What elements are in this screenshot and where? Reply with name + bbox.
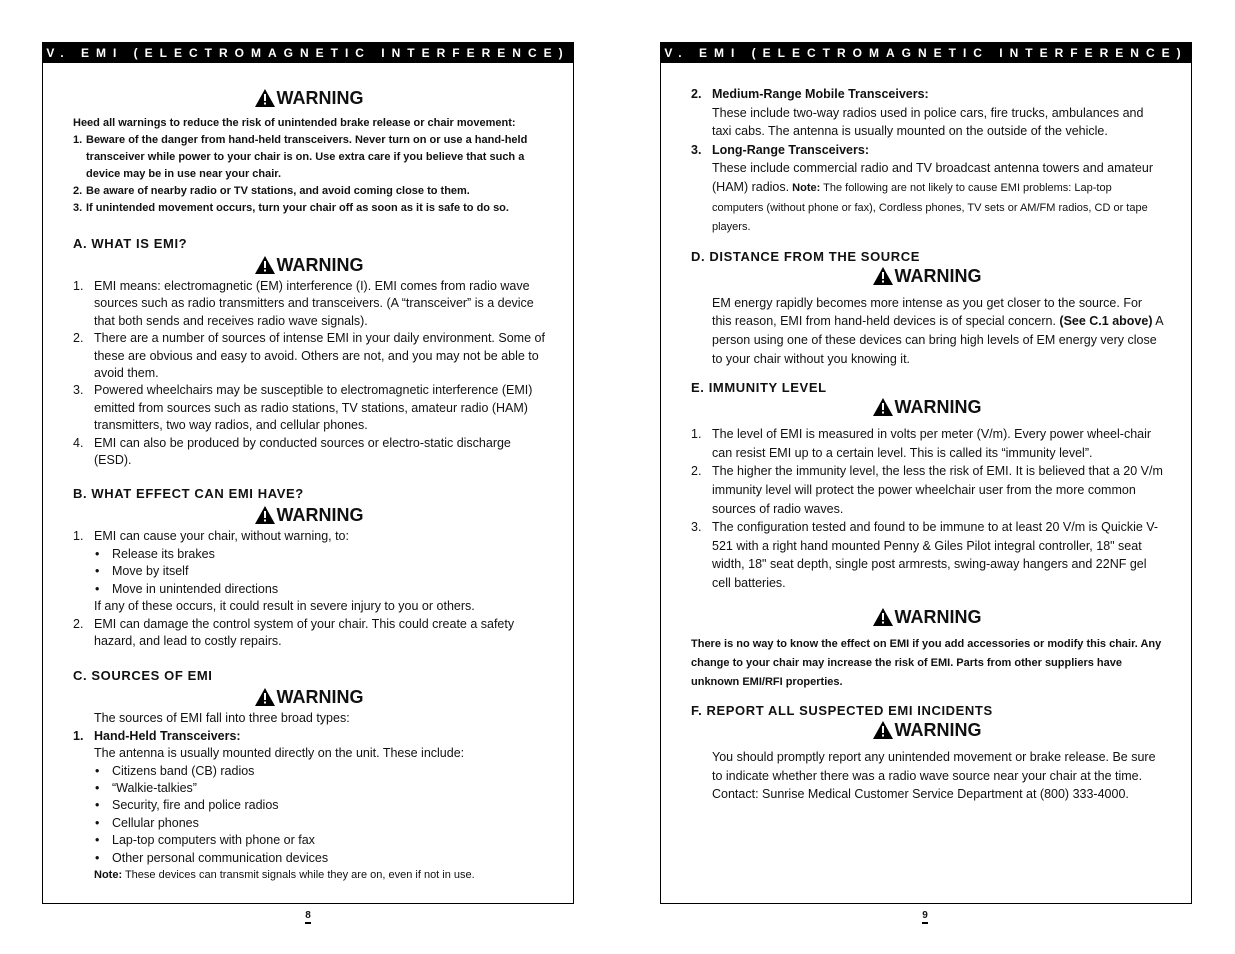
section-title-b: B. WHAT EFFECT CAN EMI HAVE? [73,486,304,502]
paragraph: EM energy rapidly becomes more intense as you get closer to the source. For this reason, EMI from hand-held devices is of special concern. (See C.1 above) A person using one of these devices can bring high levels of EM energy very close to your chair without you knowing it. [712,295,1163,366]
warning-triangle-icon [255,506,275,524]
page-number: 8 [298,910,318,924]
section-header: V. EMI (ELECTROMAGNETIC INTERFERENCE) [43,43,573,63]
accessories-warning: There is no way to know the effect on EMI if you add accessories or modify this chair. Any change to your chair may increase the risk of EMI. Parts from other suppliers have unknown EMI/RFI properties. [691,638,1162,688]
left-page [42,42,574,904]
bullet-item: • Cellular phones [73,815,545,832]
paragraph: The antenna is usually mounted directly on the unit. These include: [94,746,465,761]
warning-heading: WARNING [73,504,545,526]
warning-triangle-icon [873,721,893,739]
paragraph: You should promptly report any unintended movement or brake release. Be sure to indicate whether there was a radio wave source near your chair at the time. [712,750,1156,783]
warning-triangle-icon [873,608,893,626]
bullet-item: • Move in unintended directions [73,581,545,598]
warning-heading: WARNING [691,719,1163,741]
section-title-a: A. WHAT IS EMI? [73,236,188,251]
warning-heading: WARNING [691,606,1163,628]
list-item: 3. Powered wheelchairs may be susceptible to electromagnetic interference (EMI) emitted from sources such as radio stations, TV stations, amateur radio (HAM) transmitters, two way radios, and cellular phones. [73,383,533,433]
list-item: 3. Long-Range Transceivers: [691,142,869,157]
warning-heading: WARNING [73,686,545,708]
bullet-item: • Security, fire and police radios [73,797,545,814]
list-item: 2. Be aware of nearby radio or TV stations, and avoid coming close to them. [73,185,470,197]
list-item: 1. Beware of the danger from hand-held transceivers. Never turn on or use a hand-held transceiver while power to your chair is on. Use extra care if you believe that such a device may be in use near your chair. [73,134,528,180]
warning-heading: WARNING [73,254,545,276]
page-number: 9 [915,910,935,924]
section-title-e: E. IMMUNITY LEVEL [691,380,827,396]
bullet-item: • Other personal communication devices [73,850,545,867]
contact-info: Contact: Sunrise Medical Customer Service Department at (800) 333-4000. [712,787,1129,802]
section-title-c: C. SOURCES OF EMI [73,668,213,684]
bullet-item: • Lap-top computers with phone or fax [73,832,545,849]
list-item: 2. Medium-Range Mobile Transceivers: [691,87,929,101]
list-item: 2. The higher the immunity level, the less the risk of EMI. It is believed that a 20 V/m immunity level will protect the power wheelchair user from the more common sources of radio waves. [691,464,1163,516]
warning-triangle-icon [873,267,893,285]
list-item: 2. EMI can damage the control system of your chair. This could create a safety hazard, and lead to costly repairs. [73,616,515,648]
bullet-item: • Release its brakes [73,546,545,563]
right-page [660,42,1192,904]
bullet-item: • Move by itself [73,563,545,580]
list-item: 1. EMI means: electromagnetic (EM) interference (I). EMI comes from radio wave sources such as radio transmitters and transceivers. (A “transceiver” is a device that both sends and receives radio wave signals). [73,279,534,328]
intro-text: Heed all warnings to reduce the risk of unintended brake release or chair movement: [73,117,516,129]
warning-triangle-icon [255,89,275,107]
paragraph: The sources of EMI fall into three broad types: [94,711,350,726]
bullet-item: • Citizens band (CB) radios [73,763,545,780]
warning-heading: WARNING [691,396,1163,418]
section-title-f: F. REPORT ALL SUSPECTED EMI INCIDENTS [691,703,993,719]
section-header: V. EMI (ELECTROMAGNETIC INTERFERENCE) [661,43,1191,63]
list-item: 2. There are a number of sources of intense EMI in your daily environment. Some of these are obvious and easy to avoid. Others are not, and you may not be able to avoid them. [73,331,545,381]
warning-triangle-icon [873,398,893,416]
paragraph: These include two-way radios used in police cars, fire trucks, ambulances and taxi cabs. The antenna is usually mounted on the outside of the vehicle. [712,105,1144,139]
warning-heading: WARNING [73,87,545,109]
warning-heading: WARNING [691,265,1163,287]
warning-triangle-icon [255,688,275,706]
list-item: 1. EMI can cause your chair, without warning, to: [73,529,349,544]
paragraph: These include commercial radio and TV broadcast antenna towers and amateur (HAM) radios. Note: The following are not likely to cause EMI problems: Lap-top computers (without phone or fax), Cordless phones, TV sets or AM/FM radios, CD or tape players. [712,161,1153,234]
list-item: 4. EMI can also be produced by conducted sources or electro-static discharge (ESD). [73,435,511,468]
list-item: 1. The level of EMI is measured in volts per meter (V/m). Every power wheel-chair can resist EMI up to a certain level. This is called its “immunity level”. [691,427,1152,460]
list-item: 1. Hand-Held Transceivers: [73,728,241,743]
warning-triangle-icon [255,256,275,274]
bullet-item: • “Walkie-talkies” [73,780,545,797]
list-item: 3. The configuration tested and found to be immune to at least 20 V/m is Quickie V-521 with a right hand mounted Penny & Giles Pilot integral controller, 18" seat width, 18" seat depth, single post armrests, swing-away hangers and 22NF gel cell batteries. [691,520,1159,590]
note: Note: These devices can transmit signals while they are on, even if not in use. [94,868,475,881]
paragraph: If any of these occurs, it could result in severe injury to you or others. [94,599,475,614]
list-item: 3. If unintended movement occurs, turn your chair off as soon as it is safe to do so. [73,202,509,214]
section-title-d: D. DISTANCE FROM THE SOURCE [691,248,921,264]
